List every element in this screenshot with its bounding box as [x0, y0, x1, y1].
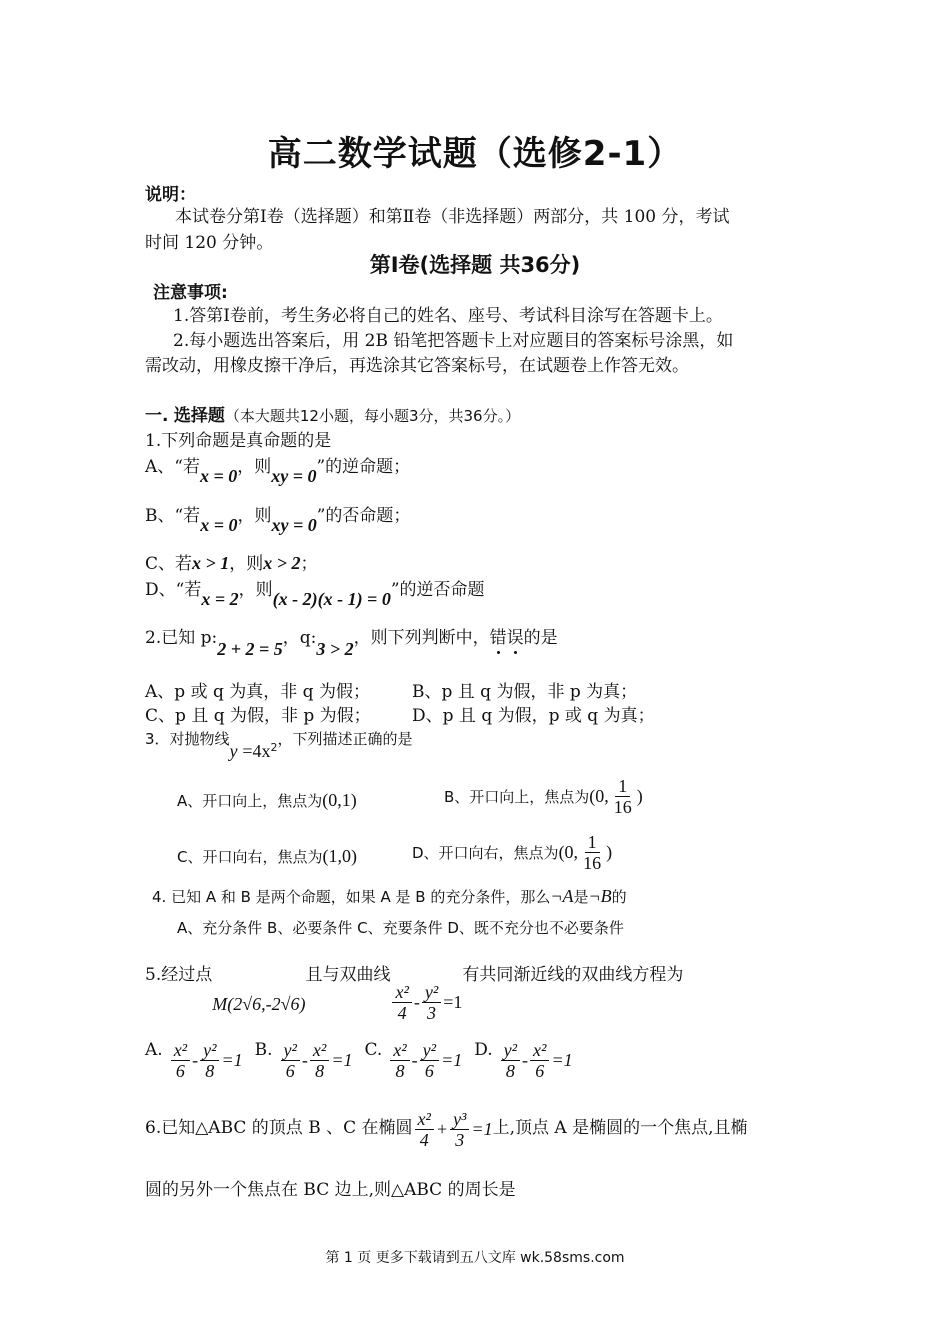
q3-d-text: D、开口向右，焦点为 — [412, 844, 559, 862]
q5-c-d2: 6 — [424, 1061, 434, 1081]
q2-pre: 2.已知 p: — [145, 628, 218, 648]
q6-d2: 3 — [455, 1130, 465, 1150]
q5-b-minus: - — [301, 1050, 308, 1070]
q2-mid: ，q: — [282, 628, 317, 648]
intro-label: 说明： — [145, 185, 196, 205]
q5-b-d2: 8 — [315, 1061, 325, 1081]
q1-a-mid: ，则 — [237, 457, 272, 477]
q6-line2: 圆的另外一个焦点在 BC 边上,则△ABC 的周长是 — [145, 1180, 516, 1200]
q5-d-d2: 6 — [535, 1061, 545, 1081]
q5-point: M(2√6,-2√6) — [212, 994, 306, 1014]
q1-c-pre: C、若 — [145, 554, 193, 574]
q6-pre: 6.已知△ABC 的顶点 B 、C 在椭圆 — [145, 1118, 413, 1138]
notice-item2-line2: 需改动，用橡皮擦干净后，再选涂其它答案标号，在试题卷上作答无效。 — [145, 356, 689, 376]
q5-c-d1: 8 — [395, 1061, 405, 1081]
q5-d-d1: 8 — [505, 1061, 515, 1081]
notice-item1: 1.答第Ⅰ卷前，考生务必将自己的姓名、座号、考试科目涂写在答题卡上。 — [173, 306, 723, 326]
q5-a-minus: - — [192, 1050, 199, 1070]
q3-eq-rhs: =4x — [242, 741, 271, 761]
q5-c-n2: y² — [420, 1040, 439, 1061]
q1-b-mid: ，则 — [237, 506, 272, 526]
q6-stem — [145, 1109, 748, 1150]
q4-not-a: ¬A — [550, 886, 574, 906]
q5-stem: 5.经过点 M(2√6,-2√6) 且与双曲线 $\frac{\text{x²}}{4}$ - $\frac{\text{y²}}{3}$ =1 有共同渐近线的双曲线方程为 — [145, 960, 683, 1023]
q2-option-c: C、p 且 q 为假，非 p 为假； — [145, 706, 371, 726]
q6-n1: x² — [415, 1109, 434, 1130]
q5-c-rhs: =1 — [441, 1050, 463, 1070]
q1-a-pre: A、“若 — [145, 457, 200, 477]
q5-d-minus: - — [522, 1050, 529, 1070]
q5-h-den1: 4 — [397, 1003, 407, 1023]
q1-b-pre: B、“若 — [145, 506, 201, 526]
q5-b-n1: y² — [281, 1040, 300, 1061]
q3-d-den: 16 — [583, 853, 602, 873]
intro-line2: 时间 120 分钟。 — [145, 233, 274, 253]
q3-option-a — [177, 790, 357, 811]
q3-eq-lhs: y — [229, 741, 238, 761]
q5-a-n2: y² — [200, 1040, 219, 1061]
q5-c-n1: x² — [390, 1040, 409, 1061]
q5-pre: 5.经过点 — [145, 965, 213, 985]
q5-h-num1: x² — [392, 982, 411, 1003]
q3-b-post: ) — [636, 786, 643, 806]
q1-b-x: x = 0 — [200, 515, 238, 535]
q5-h-den2: 3 — [427, 1003, 437, 1023]
q3-b-den: 16 — [613, 797, 632, 817]
q1-option-a — [145, 452, 411, 486]
q2-post: ，则下列判断中， — [353, 628, 490, 648]
q4-not-b: ¬B — [588, 886, 612, 906]
q6-post: 上,顶点 A 是椭圆的一个焦点,且椭 — [492, 1118, 748, 1138]
part1-heading — [145, 401, 520, 426]
q5-a-d2: 8 — [205, 1061, 215, 1081]
q3-d-post: ) — [606, 842, 613, 862]
q5-b-label: B. — [254, 1040, 273, 1060]
q3-d-num: 1 — [585, 832, 600, 853]
q4-stem-pre: 4. 已知 A 和 B 是两个命题，如果 A 是 B 的充分条件，那么 — [152, 888, 551, 906]
q1-option-b — [145, 501, 411, 535]
q4-options: A、充分条件 B、必要条件 C、充要条件 D、既不充分也不必要条件 — [177, 919, 624, 937]
part1-desc: （本大题共12小题，每小题3分，共36分。） — [224, 407, 521, 425]
page-title: 高二数学试题（选修2-1） — [267, 134, 683, 174]
q5-d-n2: x² — [530, 1040, 549, 1061]
q4-end: 的 — [611, 888, 627, 906]
q6-d1: 4 — [419, 1130, 429, 1150]
q1-c-post: ； — [300, 554, 318, 574]
q5-c-label: C. — [364, 1040, 383, 1060]
q3-b-text: B、开口向上，焦点为 — [444, 788, 590, 806]
q3-a-text: A、开口向上，焦点为 — [177, 792, 323, 810]
q3-b-pre: (0, — [589, 786, 609, 806]
page-footer: 第 1 页 更多下载请到五八文库 wk.58sms.com — [325, 1250, 625, 1266]
part1-num: 一. — [145, 406, 169, 426]
q3-eq-sup: 2 — [270, 741, 278, 754]
q2-q: 3 > 2 — [316, 639, 354, 659]
q4-stem — [152, 886, 627, 907]
q1-c-mid: ，则 — [229, 554, 264, 574]
q1-d-mid: ，则 — [238, 580, 273, 600]
notice-label: 注意事项: — [153, 283, 228, 303]
intro-line1: 本试卷分第Ⅰ卷（选择题）和第Ⅱ卷（非选择题）两部分，共 100 分，考试 — [175, 207, 730, 227]
q2-p: 2 + 2 = 5 — [217, 639, 283, 659]
q3-option-d — [412, 832, 612, 873]
q5-options — [145, 1040, 573, 1081]
q3-option-c — [177, 846, 357, 867]
q3-c-text: C、开口向右，焦点为 — [177, 848, 323, 866]
q2-stem — [145, 623, 558, 659]
q5-d-n1: y² — [501, 1040, 520, 1061]
q1-option-d — [145, 575, 485, 609]
q3-d-pre: (0, — [558, 842, 579, 862]
q3-c-point: (1,0) — [322, 846, 357, 866]
q1-d-post: ”的逆否命题 — [390, 580, 485, 600]
q3-option-b — [444, 776, 643, 817]
q2-end: 的是 — [523, 628, 558, 648]
q1-a-y: xy = 0 — [271, 466, 317, 486]
q5-b-rhs: =1 — [331, 1050, 353, 1070]
q5-b-n2: x² — [310, 1040, 329, 1061]
q5-h-num2: y² — [422, 982, 441, 1003]
q6-rhs: =1 — [471, 1119, 493, 1139]
notice-item2-line1: 2.每小题选出答案后，用 2B 铅笔把答题卡上对应题目的答案标号涂黑，如 — [173, 331, 734, 351]
q2-option-a: A、p 或 q 为真，非 q 为假； — [145, 682, 370, 702]
q1-stem: 1.下列命题是真命题的是 — [145, 431, 332, 451]
q5-c-minus: - — [411, 1050, 418, 1070]
q5-a-rhs: =1 — [221, 1050, 243, 1070]
q1-b-post: ”的否命题； — [316, 506, 411, 526]
q1-c-x: x > 1 — [192, 553, 230, 573]
q5-post: 有共同渐近线的双曲线方程为 — [462, 965, 684, 985]
q1-d-x: x = 2 — [201, 589, 239, 609]
q1-d-y: (x - 2)(x - 1) = 0 — [272, 589, 391, 609]
section1-title: 第Ⅰ卷(选择题 共36分) — [369, 253, 581, 277]
q5-a-d1: 6 — [175, 1061, 185, 1081]
q3-b-num: 1 — [615, 776, 630, 797]
q2-option-b: B、p 且 q 为假，非 p 为真； — [412, 682, 638, 702]
q3-a-point: (0,1) — [322, 790, 357, 810]
q1-c-y: x > 2 — [263, 553, 301, 573]
q5-mid: 且与双曲线 — [305, 965, 391, 985]
q5-a-label: A. — [145, 1040, 163, 1060]
q6-plus: + — [435, 1119, 449, 1139]
q1-a-post: ”的逆命题； — [316, 457, 411, 477]
q2-option-d: D、p 且 q 为假，p 或 q 为真； — [412, 706, 655, 726]
q5-h-rhs: =1 — [443, 992, 463, 1012]
part1-label: 选择题 — [173, 406, 225, 426]
q5-a-n1: x² — [171, 1040, 190, 1061]
q2-emphasis-2: 误 — [506, 628, 524, 648]
q5-b-d1: 6 — [285, 1061, 295, 1081]
q3-pre: 3．对抛物线 — [145, 730, 230, 748]
q1-d-pre: D、“若 — [145, 580, 202, 600]
q1-option-c — [145, 549, 318, 574]
q1-b-y: xy = 0 — [271, 515, 317, 535]
q5-d-rhs: =1 — [551, 1050, 573, 1070]
q6-n2: y³ — [450, 1109, 469, 1130]
q3-post: ，下列描述正确的是 — [277, 730, 413, 748]
q5-d-label: D. — [474, 1040, 493, 1060]
q1-a-x: x = 0 — [199, 466, 238, 486]
q3-stem — [145, 728, 413, 761]
q2-emphasis-1: 错 — [489, 628, 507, 648]
q4-mid: 是 — [573, 888, 589, 906]
